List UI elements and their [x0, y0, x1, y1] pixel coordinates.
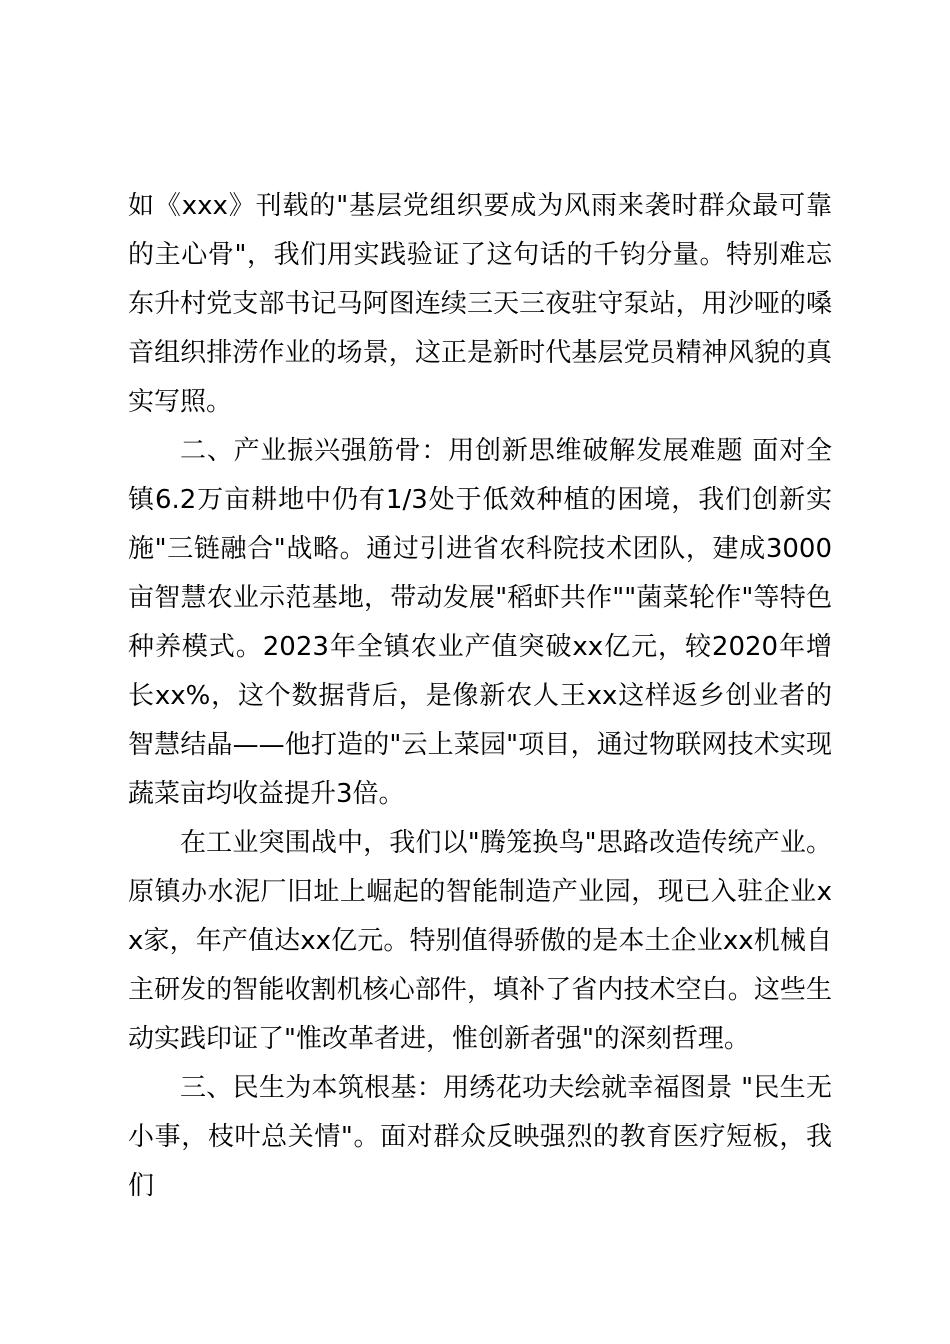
document-body: [128, 182, 832, 1211]
paragraph-1: 如《xxx》刊载的"基层党组织要成为风雨来袭时群众最可靠的主心骨"，我们用实践验证了这句话的千钧分量。特别难忘东升村党支部书记马阿图连续三天三夜驻守泵站，用沙哑的嗓音组织排涝作业的场景，这正是新时代基层党员精神风貌的真实写照。: [128, 191, 832, 417]
paragraph-3: 在工业突围战中，我们以"腾笼换鸟"思路改造传统产业。原镇办水泥厂旧址上崛起的智能制造产业园，现已入驻企业xx家，年产值达xx亿元。特别值得骄傲的是本土企业xx机械自主研发的智能收割机核心部件，填补了省内技术空白。这些生动实践印证了"惟改革者进，惟创新者强"的深刻哲理。: [128, 828, 832, 1054]
paragraph-2: 二、产业振兴强筋骨：用创新思维破解发展难题 面对全镇6.2万亩耕地中仍有1/3处于低效种植的困境，我们创新实施"三链融合"战略。通过引进省农科院技术团队，建成3000亩智慧农业示范基地，带动发展"稻虾共作""菌菜轮作"等特色种养模式。2023年全镇农业产值突破xx亿元，较2020年增长xx%，这个数据背后，是像新农人王xx这样返乡创业者的智慧结晶——他打造的"云上菜园"项目，通过物联网技术实现蔬菜亩均收益提升3倍。: [128, 436, 832, 809]
paragraph-4: 三、民生为本筑根基：用绣花功夫绘就幸福图景 "民生无小事，枝叶总关情"。面对群众反映强烈的教育医疗短板，我们: [128, 1073, 832, 1201]
